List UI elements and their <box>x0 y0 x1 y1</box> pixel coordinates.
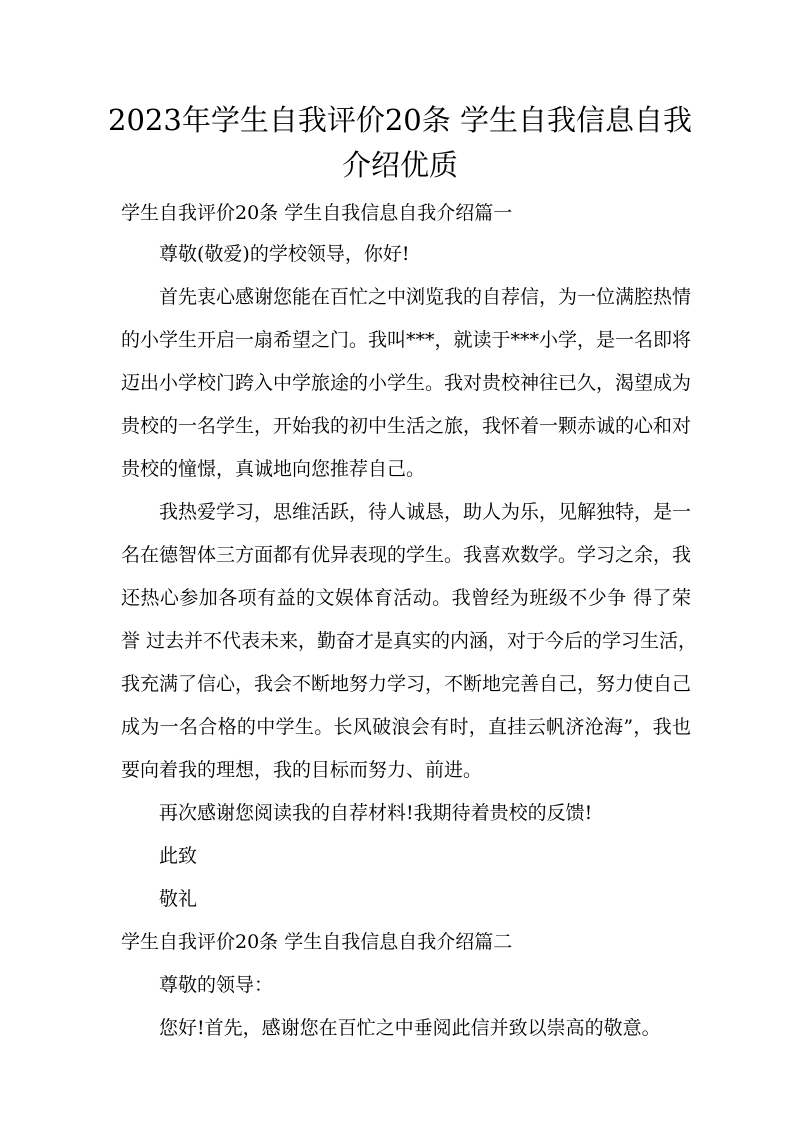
paragraph-2-line: 成为一名合格的中学生。长风破浪会有时，直挂云帆济沧海”，我也 <box>121 716 691 738</box>
paragraph-1-line: 贵校的憧憬，真诚地向您推荐自己。 <box>121 458 426 480</box>
paragraph-1-line: 贵校的一名学生，开始我的初中生活之旅，我怀着一颗赤诚的心和对 <box>121 415 692 437</box>
section-heading-1: 学生自我评价20条 学生自我信息自我介绍篇一 <box>121 202 513 224</box>
document-title-line-1: 2023年学生自我评价20条 学生自我信息自我 <box>108 103 692 137</box>
section-heading-2: 学生自我评价20条 学生自我信息自我介绍篇二 <box>121 931 513 953</box>
closing-cizhi: 此致 <box>159 845 198 867</box>
paragraph-2-line: 我充满了信心，我会不断地努力学习，不断地完善自己，努力使自己 <box>121 673 692 695</box>
document-title-line-2: 介绍优质 <box>341 148 458 182</box>
paragraph-2-line: 誉 过去并不代表未来，勤奋才是真实的内涵，对于今后的学习生活， <box>121 630 698 652</box>
paragraph-1-line: 的小学生开启一扇希望之门。我叫***，就读于***小学，是一名即将 <box>121 329 692 351</box>
salutation-1: 尊敬(敬爱)的学校领导，你好! <box>159 243 410 265</box>
paragraph-2-line: 要向着我的理想，我的目标而努力、前进。 <box>121 759 483 781</box>
salutation-2: 尊敬的领导： <box>159 974 274 996</box>
paragraph-2-line: 名在德智体三方面都有优异表现的学生。我喜欢数学。学习之余，我 <box>121 544 692 566</box>
paragraph-1-line: 首先衷心感谢您能在百忙之中浏览我的自荐信，为一位满腔热情 <box>159 286 692 308</box>
closing-thanks: 再次感谢您阅读我的自荐材料!我期待着贵校的反馈! <box>159 802 593 824</box>
paragraph-3-line: 您好!首先，感谢您在百忙之中垂阅此信并致以崇高的敬意。 <box>159 1017 661 1039</box>
paragraph-1-line: 迈出小学校门跨入中学旅途的小学生。我对贵校神往已久，渴望成为 <box>121 372 692 394</box>
closing-jingli: 敬礼 <box>159 888 198 910</box>
paragraph-2-line: 我热爱学习，思维活跃，待人诚恳，助人为乐，见解独特，是一 <box>159 501 692 523</box>
paragraph-2-line: 还热心参加各项有益的文娱体育活动。我曾经为班级不少争 得了荣 <box>121 587 691 609</box>
